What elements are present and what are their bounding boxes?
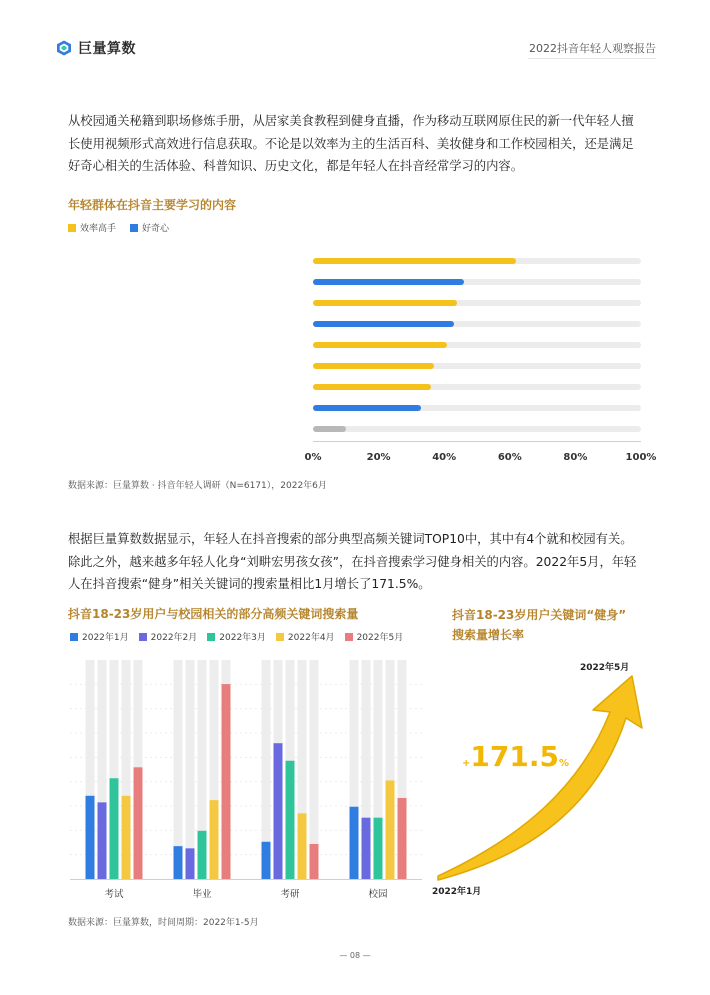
growth-title-line2: 搜索量增长率: [452, 628, 525, 642]
vbar-track: [186, 660, 195, 879]
hbar-bar: [313, 384, 431, 390]
legend-label-curiosity: 好奇心: [142, 224, 170, 234]
vbar: [298, 813, 307, 879]
vbar: [362, 818, 371, 879]
vbar: [222, 684, 231, 879]
legend-swatch: [70, 633, 78, 641]
legend-swatch-efficiency: [68, 224, 76, 232]
vbar: [110, 778, 119, 879]
chart1-source: 数据来源：巨量算数 · 抖音年轻人调研（N=6171），2022年6月: [68, 481, 327, 491]
vbar: [186, 848, 195, 879]
legend-label: 2022年3月: [219, 633, 266, 643]
chart2-title: 抖音18-23岁用户与校园相关的部分高频关键词搜索量: [68, 607, 359, 621]
x-tick-label: 80%: [563, 452, 588, 463]
brand-name: 巨量算数: [78, 41, 136, 57]
growth-title: [452, 605, 626, 645]
vbar: [134, 767, 143, 879]
vbar: [174, 846, 183, 879]
x-tick-label: 20%: [366, 452, 391, 463]
legend-item-month: [139, 630, 198, 643]
page-header: [0, 0, 710, 62]
chart1-legend: [68, 221, 169, 234]
hbar-bar: [313, 342, 447, 348]
chart2-plot: [70, 660, 422, 882]
legend-item-curiosity: [130, 221, 169, 234]
category-label: 校园: [368, 889, 388, 900]
hbar-bar: [313, 426, 346, 432]
chart2-legend: [70, 630, 403, 643]
hbar-track: [313, 342, 641, 348]
legend-swatch: [139, 633, 147, 641]
growth-arrow-icon: [430, 668, 645, 883]
hbar-track: [313, 258, 641, 264]
hbar-track: [313, 426, 641, 432]
brand-logo-icon: [56, 40, 72, 56]
growth-start-label: 2022年1月: [432, 887, 482, 897]
legend-item-month: [70, 630, 129, 643]
header-divider: [528, 58, 656, 59]
growth-value: [462, 740, 569, 773]
hbar-bar: [313, 363, 434, 369]
legend-swatch: [276, 633, 284, 641]
growth-number: 171.5: [470, 740, 559, 773]
vbar: [398, 798, 407, 879]
legend-label: 2022年1月: [82, 633, 129, 643]
growth-plus: +: [462, 758, 471, 769]
legend-item-month: [276, 630, 335, 643]
hbar-track: [313, 279, 641, 285]
hbar-bar: [313, 405, 421, 411]
category-label: 考试: [104, 889, 124, 900]
vbar: [122, 796, 131, 879]
x-tick-label: 60%: [497, 452, 522, 463]
vbar: [374, 818, 383, 879]
report-title: 2022抖音年轻人观察报告: [529, 42, 656, 55]
legend-item-efficiency: [68, 221, 116, 234]
hbar-track: [313, 300, 641, 306]
category-label: 毕业: [192, 889, 212, 900]
legend-item-month: [345, 630, 404, 643]
vbar: [98, 802, 107, 879]
hbar-bar: [313, 258, 516, 264]
brand-logo: [56, 38, 136, 58]
growth-title-line1: 抖音18-23岁用户关键词“健身”: [452, 608, 627, 622]
hbar-bar: [313, 321, 454, 327]
vbar: [86, 796, 95, 879]
growth-end-label: 2022年5月: [580, 663, 630, 673]
hbar-track: [313, 321, 641, 327]
vbar: [210, 800, 219, 879]
vbar: [310, 844, 319, 879]
legend-swatch: [207, 633, 215, 641]
hbar-track: [313, 363, 641, 369]
legend-label-efficiency: 效率高手: [80, 224, 117, 234]
x-tick-label: 100%: [625, 452, 657, 463]
hbar-bar: [313, 300, 457, 306]
intro-paragraph: 从校园通关秘籍到职场修炼手册，从居家美食教程到健身直播，作为移动互联网原住民的新一代年轻人擅长使用视频形式高效进行信息获取。不论是以效率为主的生活百科、美妆健身和工作校园相关，还是满足好奇心相关的生活体验、科普知识、历史文化，都是年轻人在抖音经常学习的内容。: [68, 114, 634, 173]
legend-label: 2022年5月: [356, 633, 404, 643]
category-label: 考研: [280, 889, 300, 900]
x-tick-label: 0%: [304, 452, 322, 463]
vbar: [350, 807, 359, 879]
legend-swatch: [345, 633, 353, 641]
x-tick-label: 40%: [432, 452, 457, 463]
vbar: [386, 780, 395, 879]
chart2-source: 数据来源：巨量算数，时间周期：2022年1-5月: [68, 918, 259, 928]
chart1-title: 年轻群体在抖音主要学习的内容: [68, 198, 237, 212]
hbar-track: [313, 384, 641, 390]
legend-label: 2022年4月: [287, 633, 335, 643]
vbar: [274, 743, 283, 879]
chart1-x-axis: [313, 441, 641, 442]
growth-unit: %: [558, 758, 569, 769]
page-number: — 08 —: [339, 951, 371, 960]
legend-label: 2022年2月: [150, 633, 198, 643]
vbar: [262, 842, 271, 879]
hbar-track: [313, 405, 641, 411]
legend-swatch-curiosity: [130, 224, 138, 232]
legend-item-month: [207, 630, 266, 643]
chart2-x-axis: [70, 879, 422, 880]
vbar: [198, 831, 207, 879]
search-paragraph: 根据巨量算数数据显示，年轻人在抖音搜索的部分典型高频关键词TOP10中，其中有4个就和校园有关。除此之外，越来越多年轻人化身“刘畊宏男孩女孩”，在抖音搜索学习健身相关的内容。2022年5月，年轻人在抖音搜索“健身”相关关键词的搜索量相比1月增长了171.5%。: [68, 532, 637, 591]
vbar: [286, 761, 295, 879]
hbar-bar: [313, 279, 464, 285]
